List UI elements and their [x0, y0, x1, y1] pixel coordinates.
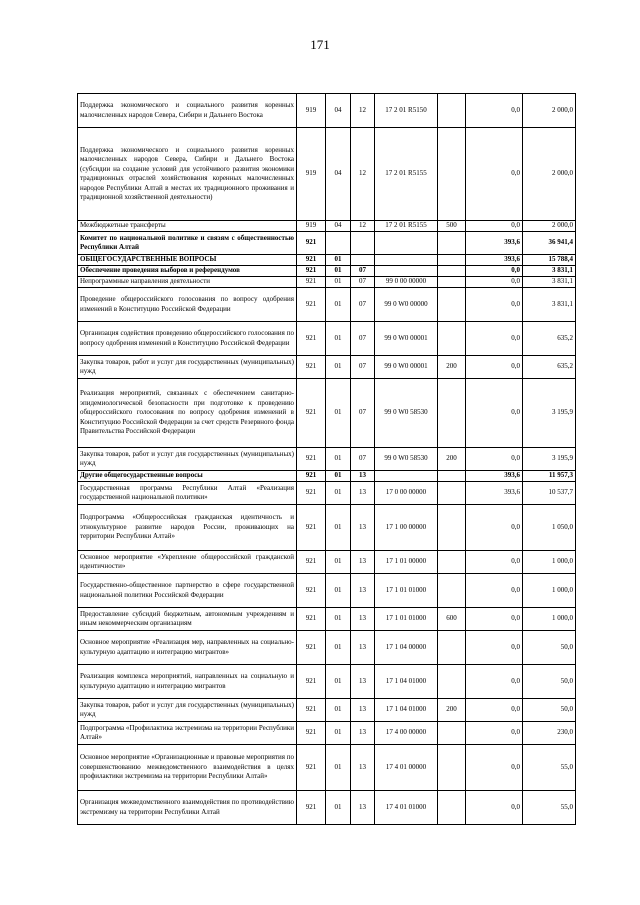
cell-subsection-code	[351, 232, 375, 255]
table-row	[78, 631, 576, 665]
cell-subsection-code: 12	[351, 94, 375, 128]
cell-amount-2: 3 831,1	[523, 288, 576, 322]
cell-amount-1: 393,6	[466, 232, 523, 255]
cell-amount-2: 1 050,0	[523, 505, 576, 551]
table-row	[78, 94, 576, 128]
cell-amount-1: 0,0	[466, 745, 523, 791]
cell-name: Закупка товаров, работ и услуг для государственных (муниципальных) нужд	[78, 356, 297, 379]
cell-amount-1: 0,0	[466, 791, 523, 825]
cell-ministry-code: 921	[297, 448, 326, 471]
cell-name: Межбюджетные трансферты	[78, 221, 297, 232]
cell-expense-type	[438, 255, 466, 266]
cell-subsection-code: 13	[351, 699, 375, 722]
cell-amount-1: 0,0	[466, 608, 523, 631]
cell-section-code: 04	[326, 221, 351, 232]
cell-expense-type	[438, 482, 466, 505]
cell-ministry-code: 921	[297, 722, 326, 745]
cell-name: Поддержка экономического и социального развития коренных малочисленных народов Севера, Сибири и Дальнего Востока	[78, 94, 297, 128]
cell-subsection-code: 13	[351, 551, 375, 574]
cell-section-code: 01	[326, 665, 351, 699]
cell-expense-type	[438, 277, 466, 288]
cell-ministry-code: 921	[297, 791, 326, 825]
cell-ministry-code: 921	[297, 379, 326, 448]
cell-section-code: 04	[326, 128, 351, 221]
cell-target-article	[375, 471, 438, 482]
cell-target-article: 99 0 W0 00001	[375, 322, 438, 356]
cell-ministry-code: 919	[297, 221, 326, 232]
cell-expense-type: 600	[438, 608, 466, 631]
cell-target-article: 17 4 01 01000	[375, 791, 438, 825]
cell-target-article: 99 0 W0 58530	[375, 379, 438, 448]
cell-ministry-code: 921	[297, 356, 326, 379]
cell-name: Подпрограмма «Общероссийская гражданская идентичность и этнокультурное развитие народов России, проживающих на территории Республики Алтай»	[78, 505, 297, 551]
page-number: 171	[310, 37, 330, 52]
cell-section-code: 04	[326, 94, 351, 128]
cell-amount-2: 55,0	[523, 791, 576, 825]
cell-amount-2: 55,0	[523, 745, 576, 791]
cell-expense-type	[438, 665, 466, 699]
cell-subsection-code: 07	[351, 266, 375, 277]
cell-amount-1: 0,0	[466, 356, 523, 379]
table-row	[78, 288, 576, 322]
cell-target-article: 17 1 04 01000	[375, 665, 438, 699]
cell-section-code: 01	[326, 277, 351, 288]
table-row	[78, 791, 576, 825]
cell-amount-2: 3 831,1	[523, 277, 576, 288]
cell-target-article: 99 0 00 00000	[375, 277, 438, 288]
cell-expense-type	[438, 505, 466, 551]
cell-subsection-code: 12	[351, 221, 375, 232]
cell-expense-type: 500	[438, 221, 466, 232]
cell-name: ОБЩЕГОСУДАРСТВЕННЫЕ ВОПРОСЫ	[78, 255, 297, 266]
cell-subsection-code: 13	[351, 745, 375, 791]
cell-subsection-code: 07	[351, 288, 375, 322]
table-row	[78, 665, 576, 699]
cell-ministry-code: 921	[297, 745, 326, 791]
cell-expense-type	[438, 288, 466, 322]
cell-section-code: 01	[326, 288, 351, 322]
cell-target-article: 17 2 01 R5155	[375, 221, 438, 232]
cell-name: Организация межведомственного взаимодействия по противодействию экстремизму на территории Республики Алтай	[78, 791, 297, 825]
cell-amount-1: 0,0	[466, 288, 523, 322]
table-row	[78, 551, 576, 574]
cell-amount-2: 3 195,9	[523, 448, 576, 471]
cell-amount-1: 0,0	[466, 322, 523, 356]
cell-target-article: 99 0 W0 58530	[375, 448, 438, 471]
cell-expense-type	[438, 379, 466, 448]
cell-amount-1: 0,0	[466, 379, 523, 448]
cell-subsection-code: 07	[351, 356, 375, 379]
cell-expense-type: 200	[438, 356, 466, 379]
cell-amount-1: 393,6	[466, 471, 523, 482]
cell-ministry-code: 921	[297, 322, 326, 356]
cell-section-code: 01	[326, 745, 351, 791]
cell-subsection-code: 13	[351, 665, 375, 699]
table-row	[78, 745, 576, 791]
cell-target-article: 17 4 01 00000	[375, 745, 438, 791]
cell-name: Реализация мероприятий, связанных с обеспечением санитарно-эпидемиологической безопасности при подготовке к проведению общероссийского голосования по вопросу одобрения изменений в Конституцию Российской Федерации за счет средств Резервного фонда Правительства Российской Федерации	[78, 379, 297, 448]
cell-name: Обеспечение проведения выборов и референдумов	[78, 266, 297, 277]
table-row	[78, 221, 576, 232]
cell-amount-1: 0,0	[466, 221, 523, 232]
cell-subsection-code: 13	[351, 574, 375, 608]
cell-amount-1: 0,0	[466, 128, 523, 221]
cell-amount-2: 3 831,1	[523, 266, 576, 277]
table-row	[78, 482, 576, 505]
cell-name: Основное мероприятие «Укрепление общероссийской гражданской идентичности»	[78, 551, 297, 574]
cell-expense-type	[438, 791, 466, 825]
cell-target-article: 17 2 01 R5155	[375, 128, 438, 221]
cell-section-code	[326, 232, 351, 255]
cell-amount-2: 230,0	[523, 722, 576, 745]
cell-section-code: 01	[326, 722, 351, 745]
cell-section-code: 01	[326, 505, 351, 551]
cell-amount-2: 635,2	[523, 356, 576, 379]
cell-ministry-code: 921	[297, 232, 326, 255]
table-body	[78, 94, 576, 825]
cell-section-code: 01	[326, 322, 351, 356]
table-row	[78, 322, 576, 356]
cell-expense-type	[438, 94, 466, 128]
cell-ministry-code: 921	[297, 665, 326, 699]
cell-ministry-code: 921	[297, 574, 326, 608]
cell-amount-2: 50,0	[523, 699, 576, 722]
cell-amount-2: 15 788,4	[523, 255, 576, 266]
table-row	[78, 266, 576, 277]
cell-amount-2: 2 000,0	[523, 128, 576, 221]
cell-target-article: 17 1 04 01000	[375, 699, 438, 722]
cell-expense-type	[438, 128, 466, 221]
cell-section-code: 01	[326, 631, 351, 665]
cell-expense-type	[438, 471, 466, 482]
cell-amount-1: 0,0	[466, 266, 523, 277]
cell-target-article: 99 0 W0 00001	[375, 356, 438, 379]
cell-amount-1: 0,0	[466, 699, 523, 722]
table-row	[78, 232, 576, 255]
cell-target-article: 17 1 04 00000	[375, 631, 438, 665]
cell-section-code: 01	[326, 379, 351, 448]
cell-name: Непрограммные направления деятельности	[78, 277, 297, 288]
cell-expense-type	[438, 574, 466, 608]
cell-amount-1: 0,0	[466, 448, 523, 471]
cell-amount-2: 1 000,0	[523, 574, 576, 608]
cell-amount-1: 0,0	[466, 505, 523, 551]
cell-subsection-code: 07	[351, 379, 375, 448]
cell-name: Другие общегосударственные вопросы	[78, 471, 297, 482]
cell-amount-1: 393,6	[466, 255, 523, 266]
cell-amount-2: 1 000,0	[523, 608, 576, 631]
cell-section-code: 01	[326, 356, 351, 379]
cell-amount-2: 2 000,0	[523, 94, 576, 128]
cell-expense-type	[438, 266, 466, 277]
cell-ministry-code: 921	[297, 551, 326, 574]
cell-amount-2: 2 000,0	[523, 221, 576, 232]
table-row	[78, 448, 576, 471]
cell-amount-2: 36 941,4	[523, 232, 576, 255]
cell-target-article	[375, 266, 438, 277]
cell-ministry-code: 921	[297, 482, 326, 505]
cell-ministry-code: 919	[297, 94, 326, 128]
cell-expense-type	[438, 232, 466, 255]
cell-expense-type: 200	[438, 699, 466, 722]
cell-subsection-code	[351, 255, 375, 266]
cell-section-code: 01	[326, 448, 351, 471]
cell-expense-type	[438, 631, 466, 665]
cell-name: Государственная программа Республики Алтай «Реализация государственной национальной политики»	[78, 482, 297, 505]
cell-name: Закупка товаров, работ и услуг для государственных (муниципальных) нужд	[78, 448, 297, 471]
table-row	[78, 277, 576, 288]
cell-ministry-code: 921	[297, 505, 326, 551]
table-row	[78, 255, 576, 266]
cell-subsection-code: 13	[351, 608, 375, 631]
cell-target-article: 17 1 01 00000	[375, 551, 438, 574]
cell-section-code: 01	[326, 482, 351, 505]
table-row	[78, 699, 576, 722]
cell-name: Государственно-общественное партнерство в сфере государственной национальной политики Российской Федерации	[78, 574, 297, 608]
cell-expense-type	[438, 745, 466, 791]
cell-ministry-code: 921	[297, 471, 326, 482]
cell-amount-2: 1 000,0	[523, 551, 576, 574]
cell-name: Закупка товаров, работ и услуг для государственных (муниципальных) нужд	[78, 699, 297, 722]
cell-amount-2: 635,2	[523, 322, 576, 356]
cell-name: Поддержка экономического и социального развития коренных малочисленных народов Севера, Сибири и Дальнего Востока (субсидии на создание условий для устойчивого развития экономики традиционных отраслей хозяйствования коренных малочисленных народов Республики Алтай в местах их традиционного проживания и традиционной хозяйственной деятельности)	[78, 128, 297, 221]
cell-expense-type	[438, 322, 466, 356]
cell-amount-2: 11 957,3	[523, 471, 576, 482]
cell-section-code: 01	[326, 471, 351, 482]
cell-name: Основное мероприятие «Реализация мер, направленных на социально-культурную адаптацию и интеграцию мигрантов»	[78, 631, 297, 665]
cell-amount-1: 0,0	[466, 631, 523, 665]
cell-amount-2: 50,0	[523, 631, 576, 665]
cell-target-article: 17 1 01 01000	[375, 574, 438, 608]
cell-ministry-code: 921	[297, 608, 326, 631]
cell-subsection-code: 13	[351, 482, 375, 505]
cell-target-article: 99 0 W0 00000	[375, 288, 438, 322]
cell-expense-type: 200	[438, 448, 466, 471]
cell-target-article: 17 1 01 01000	[375, 608, 438, 631]
cell-ministry-code: 921	[297, 631, 326, 665]
cell-subsection-code: 13	[351, 631, 375, 665]
cell-subsection-code: 07	[351, 277, 375, 288]
cell-amount-1: 0,0	[466, 574, 523, 608]
cell-name: Основное мероприятие «Организационные и правовые мероприятия по совершенствованию межведомственного взаимодействия в целях профилактики экстремизма на территории Республики Алтай»	[78, 745, 297, 791]
cell-subsection-code: 13	[351, 791, 375, 825]
cell-subsection-code: 07	[351, 448, 375, 471]
budget-table	[77, 93, 576, 825]
cell-section-code: 01	[326, 574, 351, 608]
cell-ministry-code: 921	[297, 699, 326, 722]
cell-target-article: 17 0 00 00000	[375, 482, 438, 505]
cell-name: Предоставление субсидий бюджетным, автономным учреждениям и иным некоммерческим организациям	[78, 608, 297, 631]
cell-amount-1: 0,0	[466, 665, 523, 699]
cell-subsection-code: 07	[351, 322, 375, 356]
cell-expense-type	[438, 722, 466, 745]
cell-name: Подпрограмма «Профилактика экстремизма на территории Республики Алтай»	[78, 722, 297, 745]
cell-amount-1: 0,0	[466, 722, 523, 745]
cell-ministry-code: 919	[297, 128, 326, 221]
cell-amount-1: 0,0	[466, 551, 523, 574]
cell-amount-1: 0,0	[466, 94, 523, 128]
cell-target-article: 17 4 00 00000	[375, 722, 438, 745]
cell-name: Проведение общероссийского голосования по вопросу одобрения изменений в Конституцию Российской Федерации	[78, 288, 297, 322]
table-row	[78, 505, 576, 551]
cell-subsection-code: 13	[351, 505, 375, 551]
table-row	[78, 608, 576, 631]
cell-subsection-code: 12	[351, 128, 375, 221]
cell-target-article: 17 2 01 R5150	[375, 94, 438, 128]
cell-expense-type	[438, 551, 466, 574]
cell-section-code: 01	[326, 699, 351, 722]
cell-section-code: 01	[326, 551, 351, 574]
table-row	[78, 471, 576, 482]
table-row	[78, 722, 576, 745]
cell-name: Реализация комплекса мероприятий, направленных на социальную и культурную адаптацию и интеграцию мигрантов	[78, 665, 297, 699]
table-row	[78, 379, 576, 448]
cell-ministry-code: 921	[297, 266, 326, 277]
cell-subsection-code: 13	[351, 471, 375, 482]
table-row	[78, 128, 576, 221]
cell-amount-1: 393,6	[466, 482, 523, 505]
cell-target-article	[375, 255, 438, 266]
table-row	[78, 356, 576, 379]
table-row	[78, 574, 576, 608]
cell-ministry-code: 921	[297, 255, 326, 266]
cell-ministry-code: 921	[297, 277, 326, 288]
cell-name: Организация содействия проведению общероссийского голосования по вопросу одобрения изменений в Конституцию Российской Федерации	[78, 322, 297, 356]
cell-section-code: 01	[326, 266, 351, 277]
cell-section-code: 01	[326, 791, 351, 825]
cell-subsection-code: 13	[351, 722, 375, 745]
cell-target-article	[375, 232, 438, 255]
cell-name: Комитет по национальной политике и связям с общественностью Республики Алтай	[78, 232, 297, 255]
cell-section-code: 01	[326, 608, 351, 631]
cell-ministry-code: 921	[297, 288, 326, 322]
cell-section-code: 01	[326, 255, 351, 266]
cell-amount-2: 3 195,9	[523, 379, 576, 448]
cell-amount-1: 0,0	[466, 277, 523, 288]
cell-amount-2: 50,0	[523, 665, 576, 699]
cell-target-article: 17 1 00 00000	[375, 505, 438, 551]
cell-amount-2: 10 537,7	[523, 482, 576, 505]
